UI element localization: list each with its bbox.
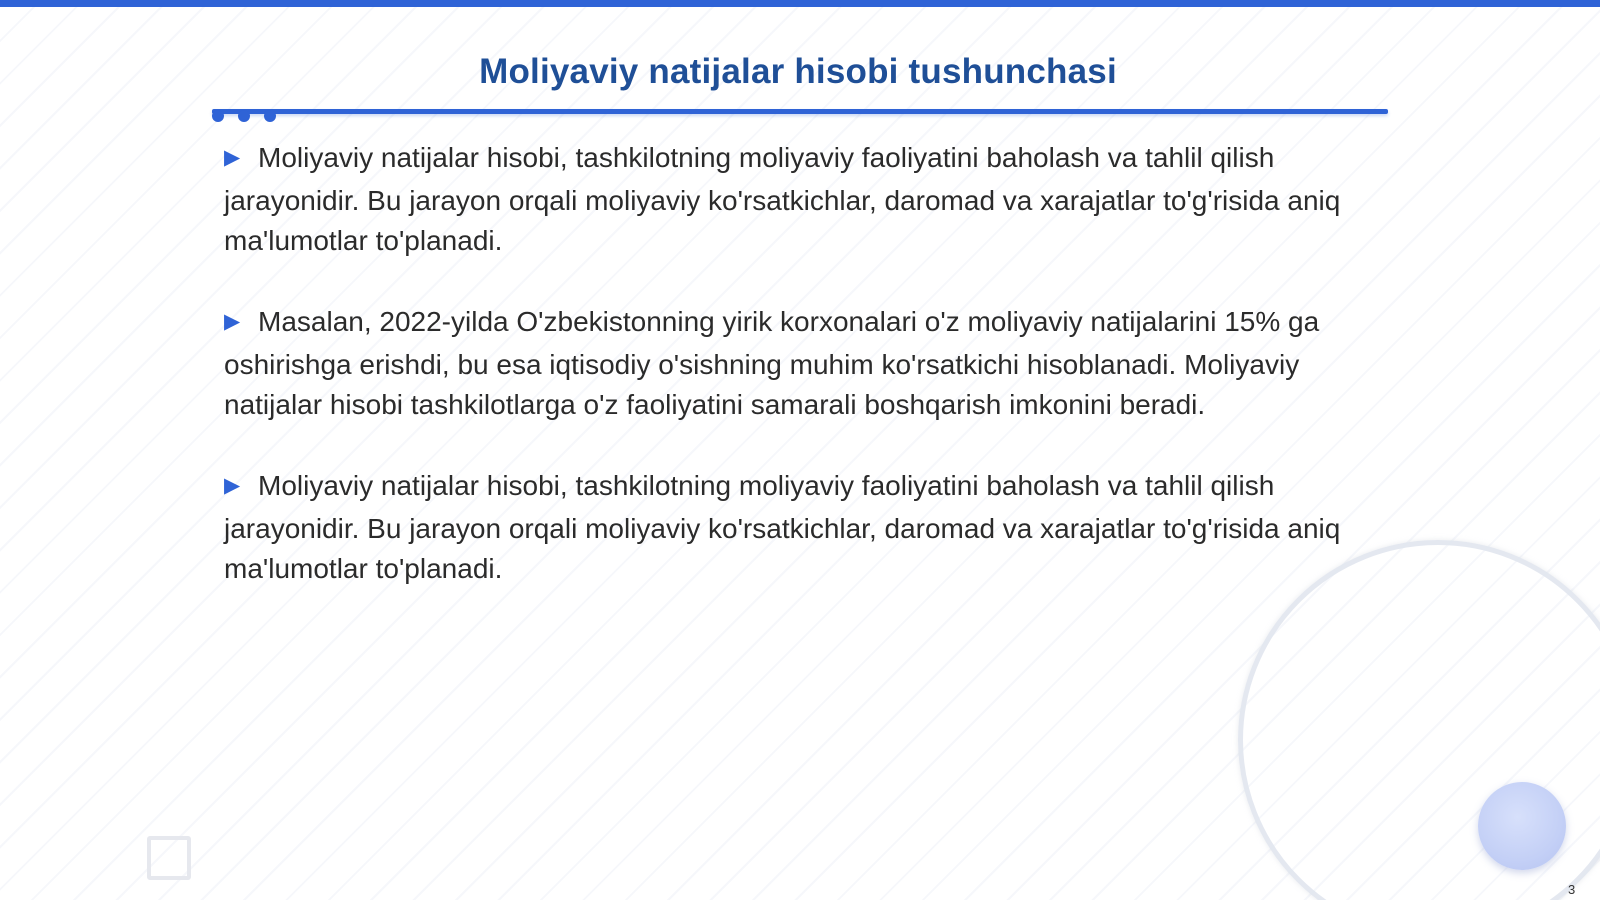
page-number: 3 [1568,882,1576,897]
slide-title: Moliyaviy natijalar hisobi tushunchasi [479,52,1117,91]
bullet-list [224,138,1384,630]
bullet-paragraph-1 [224,138,1384,261]
top-accent-bar [0,0,1600,7]
triangle-bullet-icon: ▶ [224,310,241,333]
bullet-text-1: Moliyaviy natijalar hisobi, tashkilotning moliyaviy faoliyatini baholash va tahlil qilish jarayonidir. Bu jarayon orqali moliyaviy ko'rsatkichlar, daromad va xarajatlar to'g'risida aniq ma'lumotlar to'planadi. [224,142,1341,256]
bullet-paragraph-3 [224,466,1384,589]
triangle-bullet-icon: ▶ [224,146,241,169]
decorative-dot-2 [238,110,250,122]
title-underline [212,109,1388,114]
decorative-square [147,836,191,880]
bullet-text-2: Masalan, 2022-yilda O'zbekistonning yirik korxonalari o'z moliyaviy natijalarini 15% ga oshirishga erishdi, bu esa iqtisodiy o'sishning muhim ko'rsatkichi hisoblanadi. Moliyaviy natijalar hisobi tashkilotlarga o'z faoliyatini samarali boshqarish imkonini beradi. [224,306,1320,420]
bullet-text-3: Moliyaviy natijalar hisobi, tashkilotning moliyaviy faoliyatini baholash va tahlil qilish jarayonidir. Bu jarayon orqali moliyaviy ko'rsatkichlar, daromad va xarajatlar to'g'risida aniq ma'lumotlar to'planadi. [224,470,1341,584]
decorative-dot-3 [264,110,276,122]
decorative-circle [1478,782,1566,870]
decorative-dot-1 [212,110,224,122]
bullet-paragraph-2 [224,302,1384,425]
triangle-bullet-icon: ▶ [224,474,241,497]
